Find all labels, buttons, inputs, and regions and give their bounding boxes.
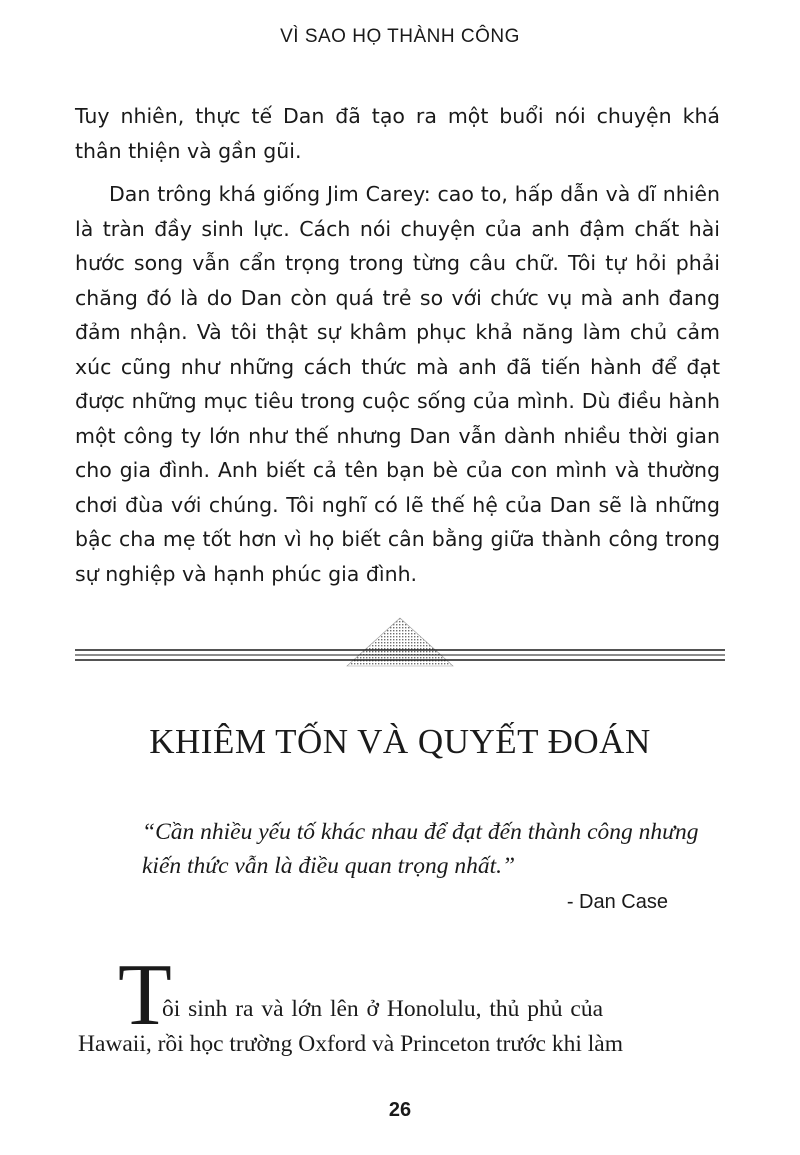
section-divider-ornament: [75, 612, 725, 682]
running-header: VÌ SAO HỌ THÀNH CÔNG: [280, 26, 520, 47]
paragraph-2: Dan trông khá giống Jim Carey: cao to, hấp dẫn và dĩ nhiên là tràn đầy sinh lực. Cách nói chuyện của anh đậm chất hài hước song vẫn cẩn trọng trong từng câu chữ. Tôi tự hỏi phải chăng đó là do Dan còn quá trẻ so với chức vụ mà anh đang đảm nhận. Và tôi thật sự khâm phục khả năng làm chủ cảm xúc cũng như những cách thức mà anh đã tiến hành để đạt được những mục tiêu trong cuộc sống của mình. Dù điều hành một công ty lớn như thế nhưng Dan vẫn dành nhiều thời gian cho gia đình. Anh biết cả tên bạn bè của con mình và thường chơi đùa với chúng. Tôi nghĩ có lẽ thế hệ của Dan sẽ là những bậc cha mẹ tốt hơn vì họ biết cân bằng giữa thành công trong sự nghiệp và hạnh phúc gia đình.: [75, 182, 720, 586]
drop-cap: T: [118, 947, 172, 1044]
intro-text-line-1: ôi sinh ra và lớn lên ở Honolulu, thủ phủ của: [162, 996, 604, 1022]
intro-text-line-2: Hawaii, rồi học trường Oxford và Princeton trước khi làm: [78, 1031, 623, 1057]
epigraph-quote: “Cần nhiều yếu tố khác nhau để đạt đến thành công nhưng kiến thức vẫn là điều quan trọng nhất.”: [142, 819, 699, 879]
page-number: 26: [388, 1099, 412, 1121]
paragraph-1: Tuy nhiên, thực tế Dan đã tạo ra một buổi nói chuyện khá thân thiện và gần gũi.: [75, 104, 720, 163]
section-title: KHIÊM TỐN VÀ QUYẾT ĐOÁN: [149, 722, 651, 761]
quote-attribution: - Dan Case: [566, 891, 668, 913]
